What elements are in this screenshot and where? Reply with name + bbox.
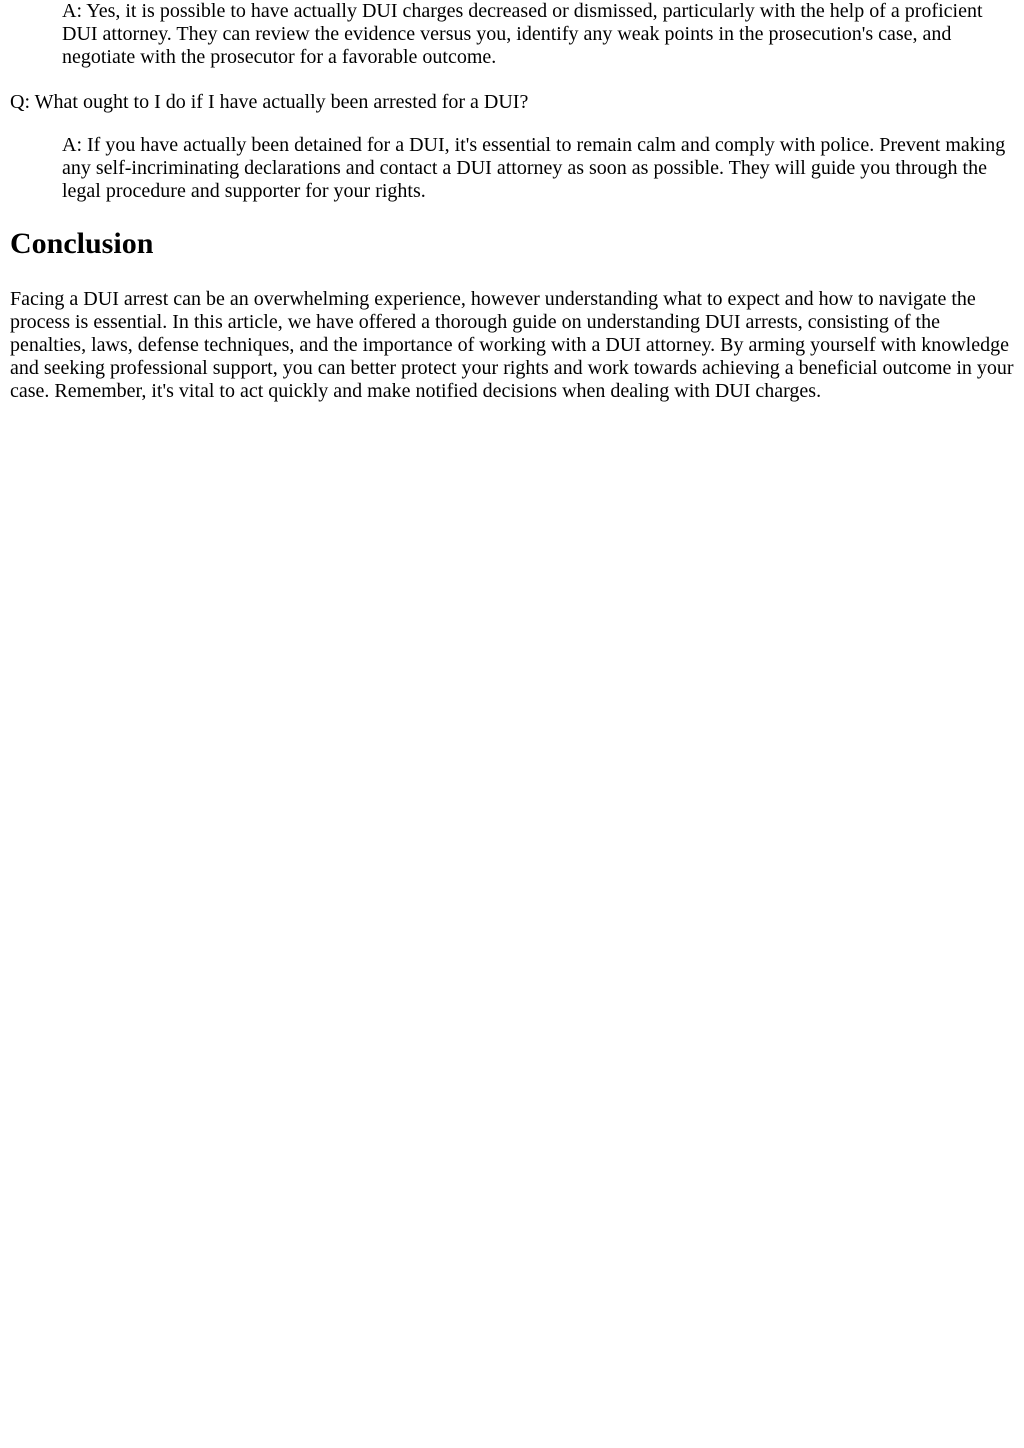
faq-answer: A: If you have actually been detained for a DUI, it's essential to remain calm and comply with police. Prevent making any self-incriminating declarations and contact a DUI attorney as soon as possible. They will guide you through the legal procedure and supporter for your rights. [62,134,1006,202]
article-content [0,0,1024,403]
conclusion-heading: Conclusion [10,227,154,260]
faq-answer: A: Yes, it is possible to have actually DUI charges decreased or dismissed, particularly with the help of a proficient DUI attorney. They can review the evidence versus you, identify any weak points in the prosecution's case, and negotiate with the prosecutor for a favorable outcome. [62,0,983,68]
faq-question: Q: What ought to I do if I have actually been arrested for a DUI? [10,91,529,113]
conclusion-paragraph: Facing a DUI arrest can be an overwhelming experience, however understanding what to expect and how to navigate the process is essential. In this article, we have offered a thorough guide on understanding DUI arrests, consisting of the penalties, laws, defense techniques, and the importance of working with a DUI attorney. By arming yourself with knowledge and seeking professional support, you can better protect your rights and work towards achieving a beneficial outcome in your case. Remember, it's vital to act quickly and make notified decisions when dealing with DUI charges. [10,288,1014,402]
